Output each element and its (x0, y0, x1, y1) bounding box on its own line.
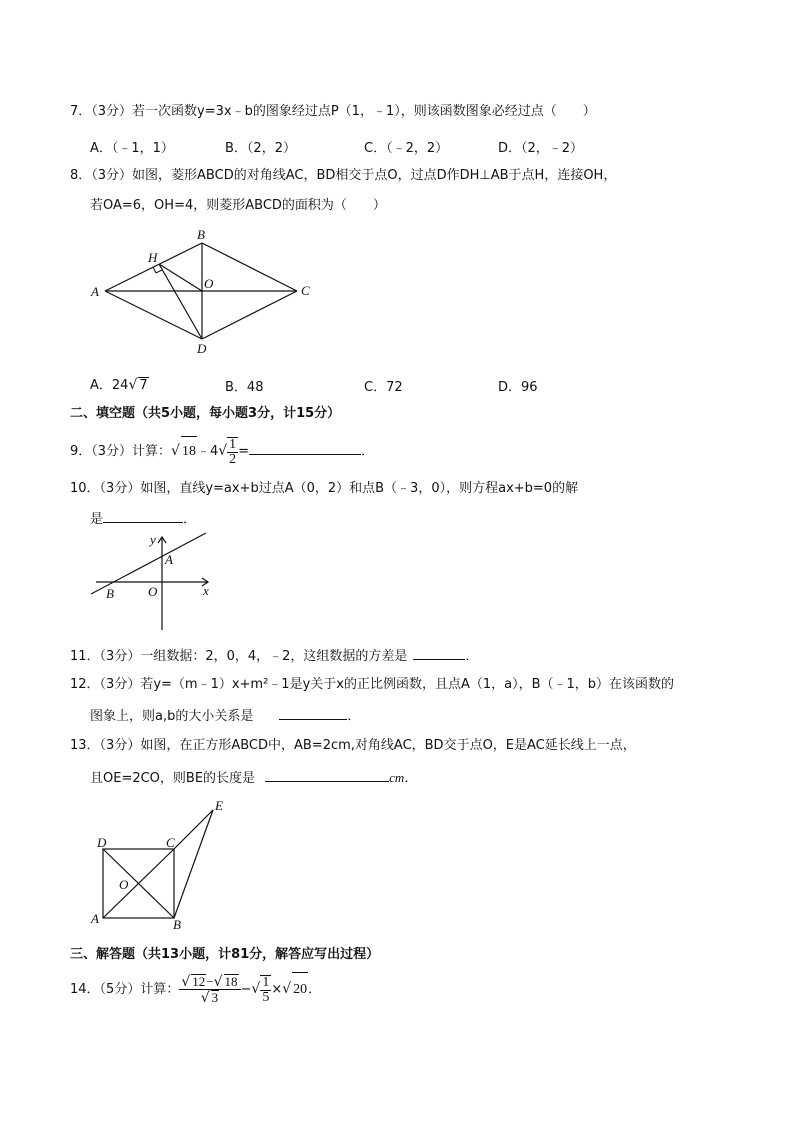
q7-option-c: C．（﹣2，2） (364, 141, 449, 156)
q12-line1: 12．（3分）若y=（m﹣1）x+m²﹣1是y关于x的正比例函数，且点A（1，a），B（﹣1，b）在该函数的 (70, 677, 675, 692)
label-a: A (91, 284, 99, 299)
label-origin: O (148, 584, 158, 599)
label-point-a: A (165, 552, 173, 567)
q8-option-a: A．24√ 7 (90, 377, 148, 393)
q13-line2: 且OE=2CO，则BE的长度是 cm． (90, 770, 418, 786)
label-point-b: B (106, 586, 114, 601)
q13-line1: 13．（3分）如图，在正方形ABCD中，AB=2cm,对角线AC，BD交于点O，E是AC延长线上一点， (70, 738, 636, 753)
q10-line1: 10．（3分）如图，直线y=ax+b过点A（0，2）和点B（﹣3，0），则方程ax+b=0的解 (70, 481, 579, 496)
q9: 9．（3分）计算：√ 18﹣4√ $\frac{1}{2}$ = ． (70, 436, 375, 467)
q14: 14．（5分）计算： $\frac{√ 12-√ 18}{√ 3}$ −√ $\frac{1}{5}$ ×√ 20． (70, 974, 322, 1006)
line-graph-figure (88, 532, 218, 632)
rhombus-figure (85, 225, 325, 360)
label-o: O (119, 877, 129, 892)
label-d: D (97, 835, 107, 850)
label-x-axis: x (203, 583, 209, 598)
q8-option-c: C．72 (364, 380, 403, 395)
label-c: C (301, 283, 310, 298)
q7-option-b: B．（2，2） (225, 141, 296, 156)
square-figure (85, 798, 235, 933)
q8-stem-line1: 8．（3分）如图，菱形ABCD的对角线AC，BD相交于点O，过点D作DH⊥AB于点H，连接OH， (70, 168, 617, 183)
section-2-heading: 二、填空题（共5小题，每小题3分，计15分） (70, 406, 341, 421)
q7-option-d: D．（2，﹣2） (498, 141, 584, 156)
q7-option-a: A．（﹣1，1） (90, 141, 174, 156)
label-o: O (204, 276, 214, 291)
q10-line2: 是 ． (90, 512, 197, 527)
section-3-heading: 三、解答题（共13小题，计81分，解答应写出过程） (70, 947, 380, 962)
label-h: H (148, 250, 158, 265)
label-b: B (173, 917, 181, 932)
label-b: B (197, 227, 205, 242)
label-e: E (215, 798, 223, 813)
label-y-axis: y (150, 532, 156, 547)
q8-option-b: B．48 (225, 380, 264, 395)
q8-stem-line2: 若OA=6，OH=4，则菱形ABCD的面积为（ ） (90, 198, 386, 213)
q11: 11．（3分）一组数据：2，0，4，﹣2，这组数据的方差是 ． (70, 649, 479, 664)
label-c: C (166, 835, 175, 850)
q12-line2: 图象上，则a,b的大小关系是 ． (90, 709, 361, 724)
q7-stem: 7．（3分）若一次函数y=3x﹣b的图象经过点P（1，﹣1），则该函数图象必经过点（ ） (70, 104, 596, 119)
label-d: D (197, 341, 207, 356)
q8-option-d: D．96 (498, 380, 538, 395)
label-a: A (91, 911, 99, 926)
